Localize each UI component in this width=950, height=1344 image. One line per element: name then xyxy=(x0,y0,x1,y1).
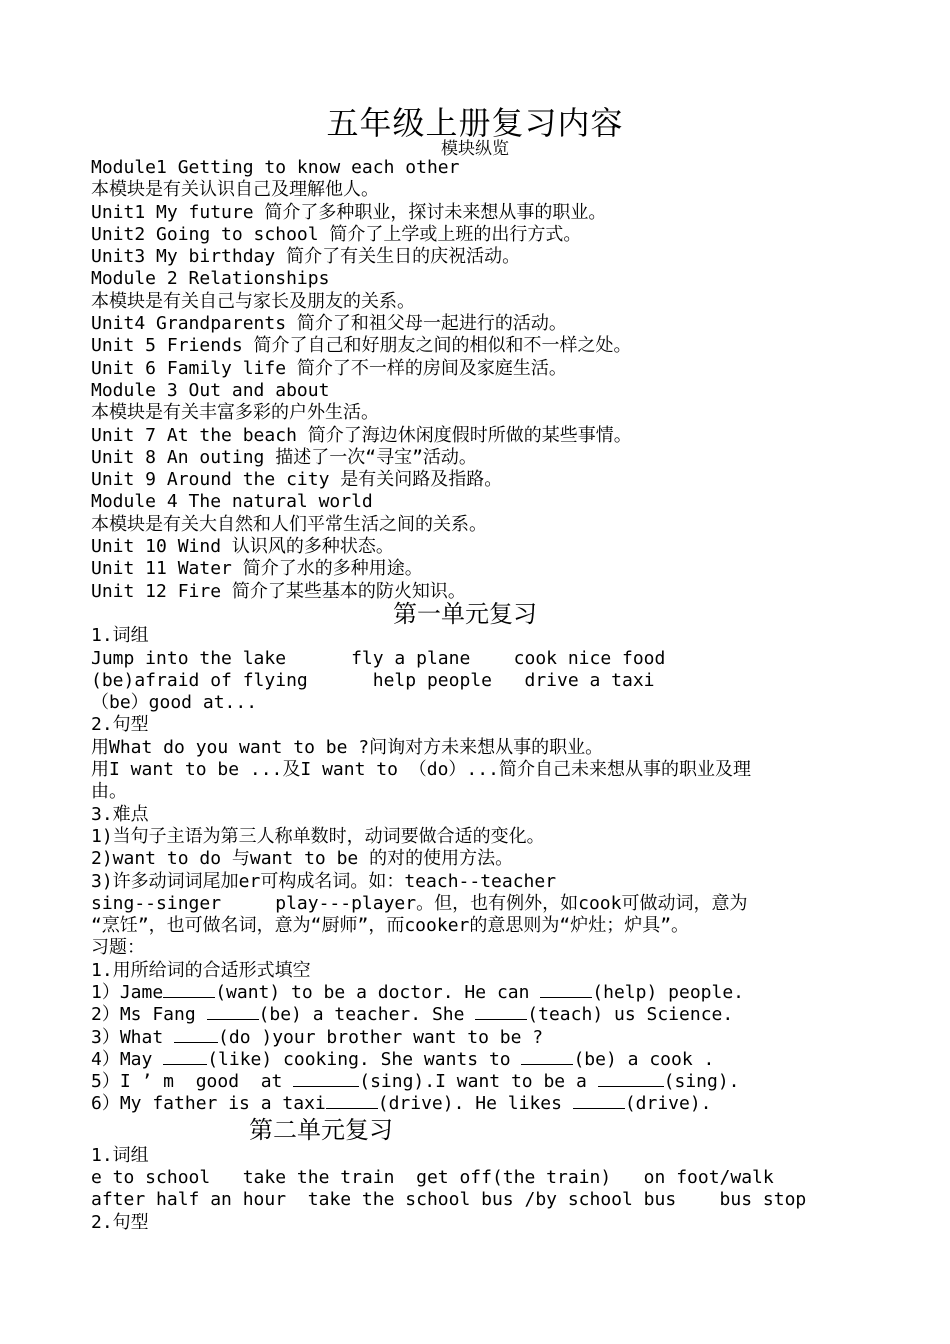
page-title: 五年级上册复习内容 xyxy=(326,104,624,142)
answer-blank[interactable] xyxy=(598,1072,664,1087)
exercise-item-2: 2）Ms Fang (be) a teacher. She (teach) us Science. xyxy=(91,1004,734,1026)
unit1-sentence-line: 用I want to be ...及I want to （do）...简介自己未来想从事的职业及理 xyxy=(91,759,751,781)
unit3-overview: Unit3 My birthday 简介了有关生日的庆祝活动。 xyxy=(91,246,521,268)
answer-blank[interactable] xyxy=(326,1094,378,1109)
unit6-overview: Unit 6 Family life 简介了不一样的房间及家庭生活。 xyxy=(91,357,567,379)
unit10-overview: Unit 10 Wind 认识风的多种状态。 xyxy=(91,536,394,558)
module3-title: Module 3 Out and about xyxy=(91,379,330,401)
exercise-item-1: 1）Jame (want) to be a doctor. He can (help) people. xyxy=(91,981,745,1003)
answer-blank[interactable] xyxy=(163,983,215,998)
exercise-item-3: 3）What (do )your brother want to be ? xyxy=(91,1026,544,1048)
unit1-exercise-instruction: 1.用所给词的合适形式填空 xyxy=(91,959,311,981)
unit2-phrases-line: e to school take the train get off(the train) on foot/walk xyxy=(91,1167,774,1189)
answer-blank[interactable] xyxy=(573,1094,625,1109)
module2-title: Module 2 Relationships xyxy=(91,268,330,290)
answer-blank[interactable] xyxy=(163,1050,207,1065)
unit1-phrases-line: (be)afraid of flying help people drive a taxi xyxy=(91,669,655,691)
unit1-sentences-label: 2.句型 xyxy=(91,714,149,736)
unit1-difficult-line: 3)许多动词词尾加er可构成名词。如：teach--teacher xyxy=(91,870,557,892)
answer-blank[interactable] xyxy=(207,1005,259,1020)
module1-desc: 本模块是有关认识自己及理解他人。 xyxy=(91,179,379,201)
unit2-overview: Unit2 Going to school 简介了上学或上班的出行方式。 xyxy=(91,223,582,245)
module2-desc: 本模块是有关自己与家长及朋友的关系。 xyxy=(91,290,415,312)
unit11-overview: Unit 11 Water 简介了水的多种用途。 xyxy=(91,558,423,580)
unit7-overview: Unit 7 At the beach 简介了海边休闲度假时所做的某些事情。 xyxy=(91,424,632,446)
unit1-difficult-line: sing--singer play---player。但，也有例外，如cook可做动词，意为 xyxy=(91,892,748,914)
unit2-phrases-label: 1.词组 xyxy=(91,1144,149,1166)
unit1-sentence-line: 用What do you want to be ?问询对方未来想从事的职业。 xyxy=(91,736,604,758)
answer-blank[interactable] xyxy=(521,1050,573,1065)
unit5-overview: Unit 5 Friends 简介了自己和好朋友之间的相似和不一样之处。 xyxy=(91,335,632,357)
unit1-difficult-line: 1)当句子主语为第三人称单数时，动词要做合适的变化。 xyxy=(91,825,545,847)
exercise-item-6: 6）My father is a taxi (drive). He likes (drive). xyxy=(91,1093,712,1115)
answer-blank[interactable] xyxy=(293,1072,359,1087)
unit1-overview: Unit1 My future 简介了多种职业，探讨未来想从事的职业。 xyxy=(91,201,607,223)
unit8-overview: Unit 8 An outing 描述了一次“寻宝”活动。 xyxy=(91,446,477,468)
unit1-phrases-line: （be）good at... xyxy=(91,692,258,714)
exercise-item-5: 5）I ’ m good at (sing).I want to be a (sing). xyxy=(91,1071,740,1093)
unit1-review-heading: 第一单元复习 xyxy=(393,599,537,628)
unit1-phrases-label: 1.词组 xyxy=(91,625,149,647)
answer-blank[interactable] xyxy=(540,983,592,998)
module4-title: Module 4 The natural world xyxy=(91,491,373,513)
unit2-sentences-label: 2.句型 xyxy=(91,1211,149,1233)
exercise-item-4: 4）May (like) cooking. She wants to (be) a cook . xyxy=(91,1048,715,1070)
unit1-exercise-label: 习题： xyxy=(91,937,145,959)
unit1-difficult-line: 2)want to do 与want to be 的对的使用方法。 xyxy=(91,848,514,870)
unit12-overview: Unit 12 Fire 简介了某些基本的防火知识。 xyxy=(91,580,466,602)
unit1-difficult-line: “烹饪”，也可做名词，意为“厨师”，而cooker的意思则为“炉灶；炉具”。 xyxy=(91,915,690,937)
page-subtitle: 模块纵览 xyxy=(441,139,509,159)
document-body xyxy=(91,157,891,1234)
unit2-phrases-line: after half an hour take the school bus /by school bus bus stop xyxy=(91,1189,807,1211)
answer-blank[interactable] xyxy=(475,1005,527,1020)
unit1-phrases-line: Jump into the lake fly a plane cook nice food xyxy=(91,647,666,669)
unit1-difficult-label: 3.难点 xyxy=(91,803,149,825)
unit4-overview: Unit4 Grandparents 简介了和祖父母一起进行的活动。 xyxy=(91,313,567,335)
module3-desc: 本模块是有关丰富多彩的户外生活。 xyxy=(91,402,379,424)
unit9-overview: Unit 9 Around the city 是有关问路及指路。 xyxy=(91,469,503,491)
unit1-sentence-line: 由。 xyxy=(91,781,127,803)
unit2-review-heading: 第二单元复习 xyxy=(249,1115,393,1144)
module4-desc: 本模块是有关大自然和人们平常生活之间的关系。 xyxy=(91,513,487,535)
answer-blank[interactable] xyxy=(174,1028,218,1043)
module1-title: Module1 Getting to know each other xyxy=(91,157,460,178)
